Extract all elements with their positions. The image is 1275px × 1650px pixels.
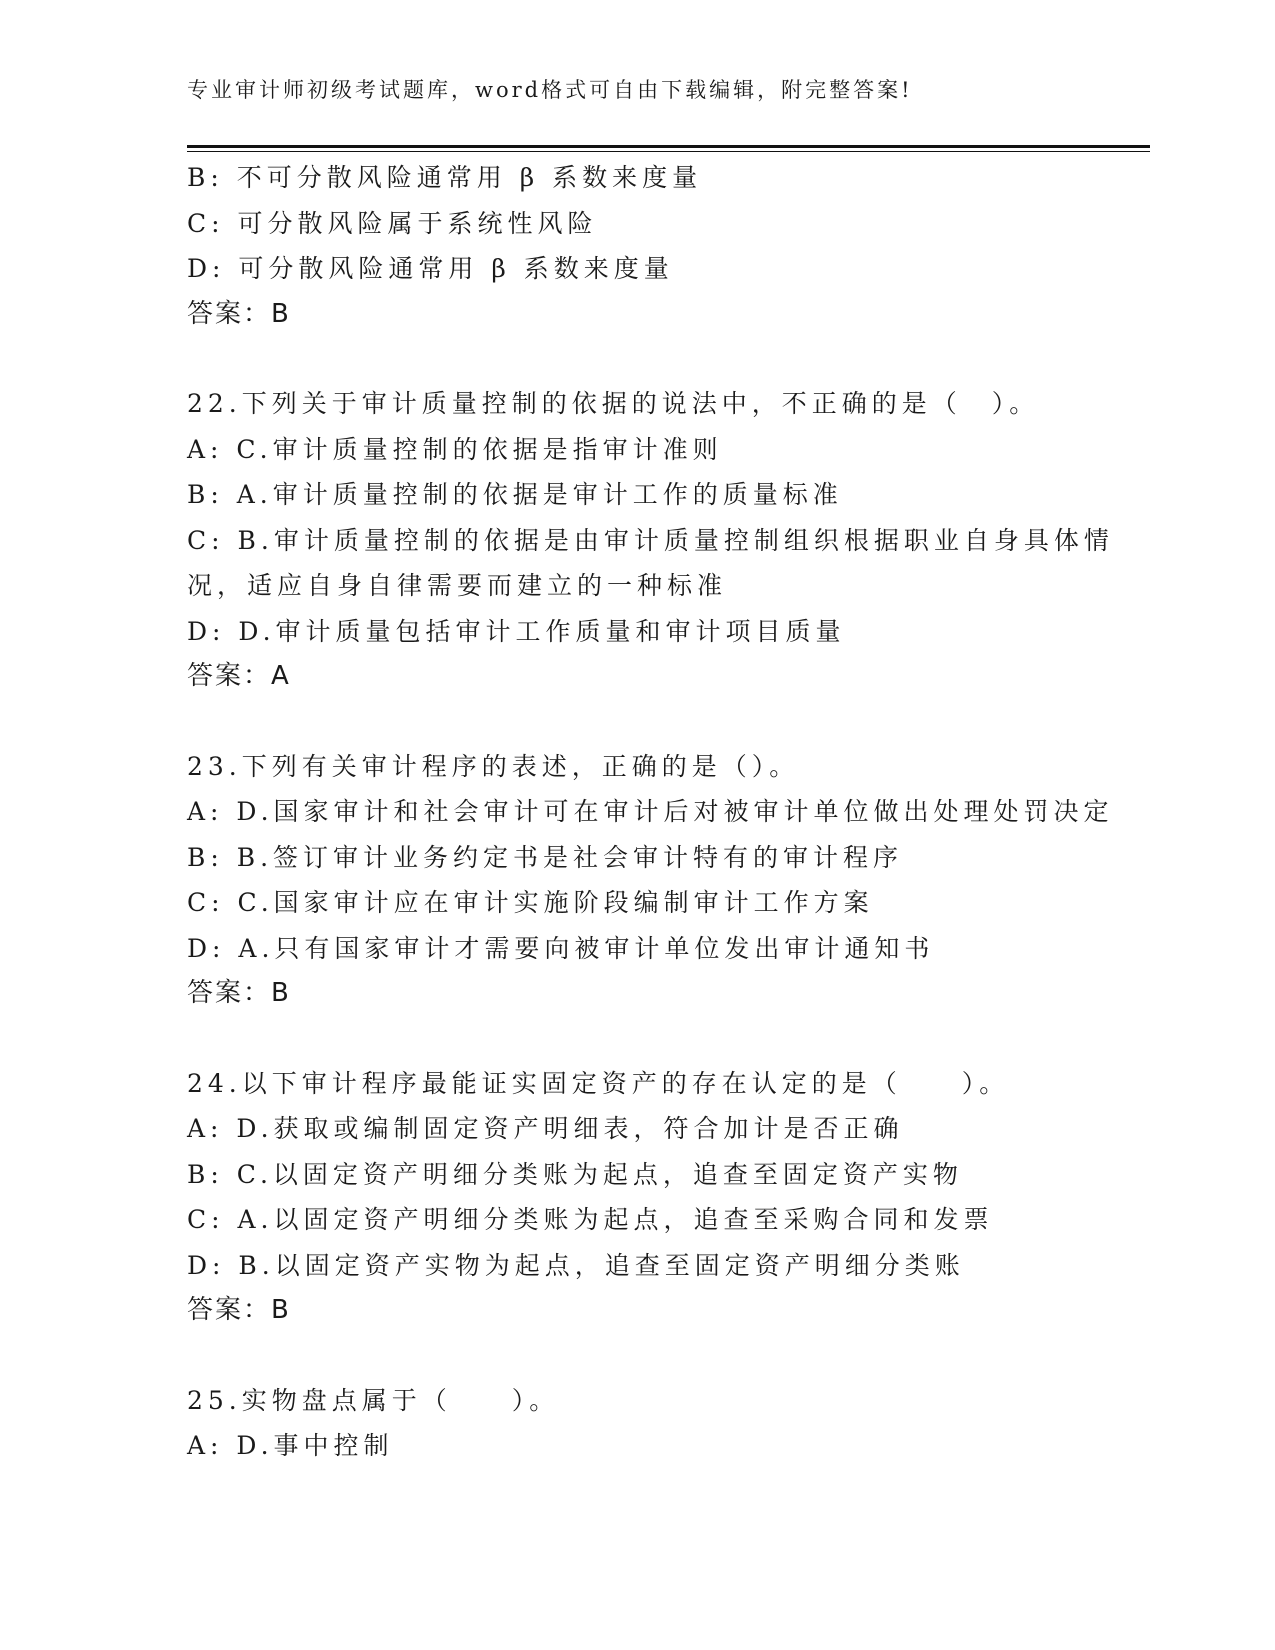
spacer: [187, 1334, 1087, 1378]
header-rule-thin: [187, 151, 1150, 152]
answer-line: 答案：B: [187, 978, 291, 1008]
option-line: B: B.签订审计业务约定书是社会审计特有的审计程序: [187, 842, 904, 872]
option-line: B: A.审计质量控制的依据是审计工作的质量标准: [187, 480, 843, 509]
option-line: C: B.审计质量控制的依据是由审计质量控制组织根据职业自身具体情: [187, 525, 1114, 555]
option-line: C: C.国家审计应在审计实施阶段编制审计工作方案: [187, 888, 874, 917]
option-line: A: C.审计质量控制的依据是指审计准则: [187, 434, 723, 464]
question-carryover: [187, 155, 1087, 337]
option-line: D: D.审计质量包括审计工作质量和审计项目质量: [187, 616, 846, 646]
question-stem: 22.下列关于审计质量控制的依据的说法中，不正确的是（ ）。: [187, 389, 1040, 418]
option-line: B: C.以固定资产明细分类账为起点，追查至固定资产实物: [187, 1159, 963, 1189]
option-line: D: A.只有国家审计才需要向被审计单位发出审计通知书: [187, 933, 935, 963]
spacer: [187, 1017, 1087, 1061]
option-line: D: 可分散风险通常用 β 系数来度量: [187, 254, 674, 283]
page-header: 专业审计师初级考试题库，word格式可自由下载编辑，附完整答案!: [187, 78, 913, 102]
question-22: [187, 381, 1114, 700]
spacer: [187, 700, 1087, 744]
option-line: C: A.以固定资产明细分类账为起点，追查至采购合同和发票: [187, 1205, 994, 1234]
question-25: [187, 1378, 1087, 1469]
question-stem: 25.实物盘点属于（ ）。: [187, 1385, 560, 1415]
question-content: [187, 155, 1114, 1469]
option-line: D: B.以固定资产实物为起点，追查至固定资产明细分类账: [187, 1250, 965, 1280]
option-line: B: 不可分散风险通常用 β 系数来度量: [187, 163, 703, 192]
answer-line: 答案：A: [187, 661, 291, 691]
option-line: C: 可分散风险属于系统性风险: [187, 208, 598, 238]
option-line: A: D.事中控制: [187, 1431, 394, 1460]
answer-line: 答案：B: [187, 298, 291, 329]
question-stem: 24.以下审计程序最能证实固定资产的存在认定的是（ ）。: [187, 1068, 1010, 1098]
question-24: [187, 1061, 1087, 1334]
spacer: [187, 337, 1087, 381]
answer-line: 答案：B: [187, 1295, 291, 1325]
question-stem: 23.下列有关审计程序的表述，正确的是（）。: [187, 751, 800, 781]
option-line: A: D.国家审计和社会审计可在审计后对被审计单位做出处理处罚决定: [187, 797, 1114, 826]
option-line: A: D.获取或编制固定资产明细表，符合加计是否正确: [187, 1114, 904, 1143]
question-23: [187, 744, 1114, 1017]
option-line-continued: 况，适应自身自律需要而建立的一种标准: [187, 571, 728, 600]
header-rule-thick: [187, 145, 1150, 148]
